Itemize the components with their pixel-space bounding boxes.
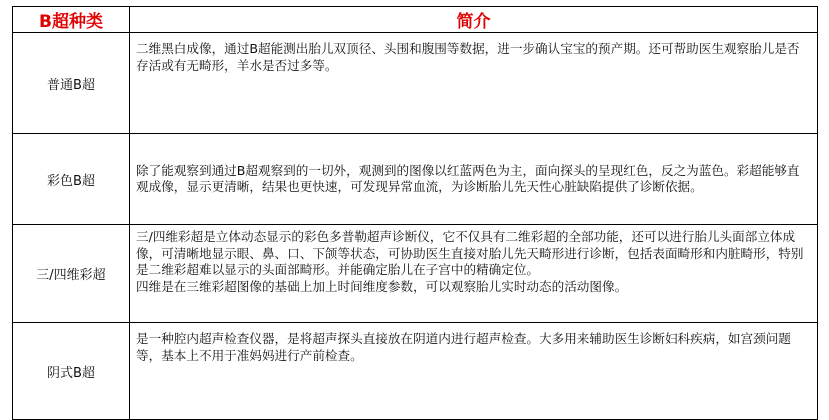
table-row <box>13 225 818 323</box>
row-desc <box>130 323 818 420</box>
row-desc <box>130 33 818 134</box>
desc-paragraph: 四维是在三维彩超图像的基础上加上时间维度参数，可以观察胎儿实时动态的活动图像。 <box>136 278 628 294</box>
desc-paragraph: 是一种腔内超声检查仪器，是将超声探头直接放在阴道内进行超声检查。大多用来辅助医生诊断妇科疾病，如宫颈问题等，基本上不用于准妈妈进行产前检查。 <box>136 331 791 363</box>
row-type-vaginal-b: 阴式B超 <box>13 323 130 420</box>
row-desc <box>130 134 818 225</box>
row-type-color-b: 彩色B超 <box>13 134 130 225</box>
table-row <box>13 323 818 420</box>
row-desc <box>130 225 818 323</box>
row-type-ordinary-b: 普通B超 <box>13 33 130 134</box>
desc-paragraph: 除了能观察到通过B超观察到的一切外，观测到的图像以红蓝两色为主，面向探头的呈现红色，反之为蓝色。彩超能够直观成像，显示更清晰，结果也更快速，可发现异常血流，为诊断胎儿先天性心脏缺陷提供了诊断依据。 <box>136 162 800 194</box>
ultrasound-types-table <box>12 6 818 420</box>
row-type-3d-4d: 三/四维彩超 <box>13 225 130 323</box>
header-intro: 简介 <box>130 7 818 33</box>
table-row <box>13 33 818 134</box>
header-type: B超种类 <box>13 7 130 33</box>
desc-paragraph: 三/四维彩超是立体动态显示的彩色多普勒超声诊断仪，它不仅具有二维彩超的全部功能，还可以进行胎儿头面部立体成像，可清晰地显示眼、鼻、口、下颌等状态，可协助医生直接对胎儿先天畸形进行诊断，包括表面畸形和内脏畸形，特别是二维彩超难以显示的头面部畸形。并能确定胎儿在子宫中的精确定位。 <box>136 229 804 277</box>
table-header-row <box>13 7 818 33</box>
desc-paragraph: 二维黑白成像，通过B超能测出胎儿双顶径、头围和腹围等数据，进一步确认宝宝的预产期。还可帮助医生观察胎儿是否存活或有无畸形，羊水是否过多等。 <box>136 41 800 73</box>
table-row <box>13 134 818 225</box>
